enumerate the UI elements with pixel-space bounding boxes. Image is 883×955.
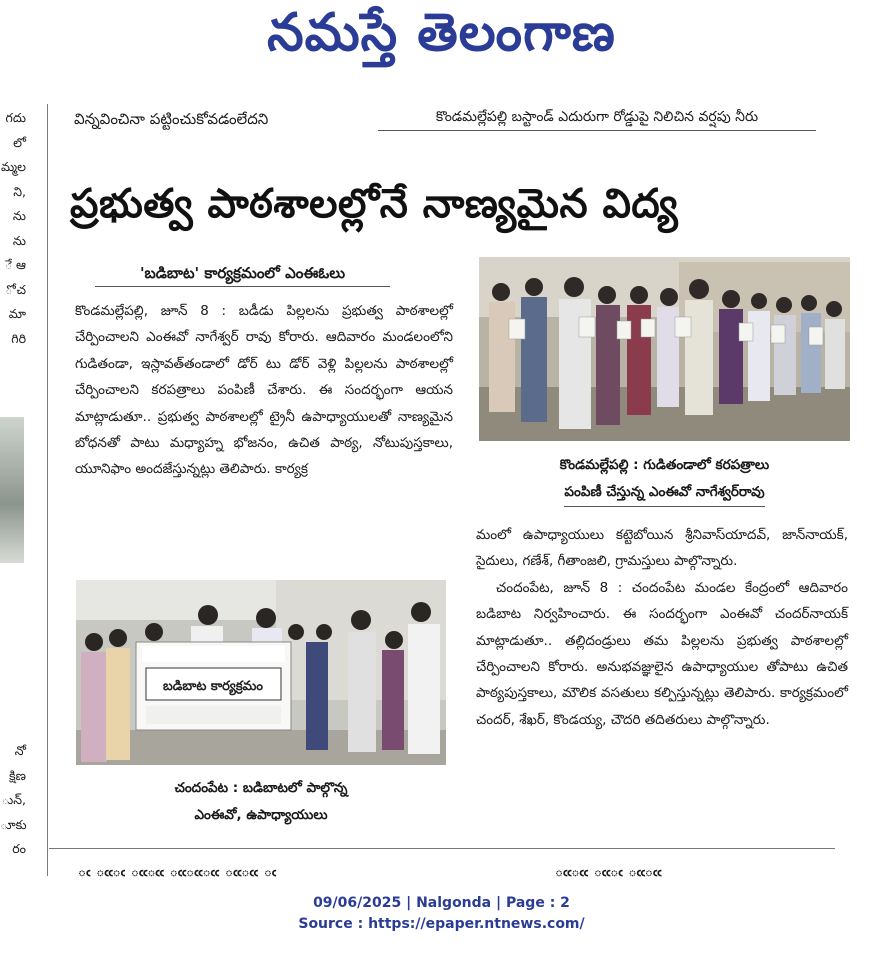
photo1-caption-line: పంపిణీ చేస్తున్న ఎంఈవో నాగేశ్వర్‌రావు [564, 479, 764, 507]
article-paragraph: చందంపేట, జూన్ 8 : చందంపేట మండల కేంద్రంలో ఆదివారం బడిబాట నిర్వహించారు. ఈ సందర్భంగా ఎంఈవో చందర్‌నాయక్ మాట్లాడుతూ.. తల్లిదండ్రులు తమ పిల్లలను ప్రభుత్వ పాఠశాలల్లో చేర్పించాలని కోరారు. అనుభవజ్ఞులైన ఉపాధ్యాయుల తోపాటు ఉచిత పాఠ్యపుస్తకాలు, మౌలిక వసతులు కల్పిస్తున్నట్లు తెలిపారు. కార్యక్రమంలో చందర్, శేఖర్, కొండయ్య, చౌదరి తదితరులు పాల్గొన్నారు. [476, 579, 848, 728]
fragment-line: లో [13, 134, 26, 150]
top-photo-caption: కొండమల్లేపల్లి బస్టాండ్ ఎదురుగా రోడ్డుపై నిలిచిన వర్షపు నీరు [378, 104, 816, 131]
fragment-line: ను [12, 208, 26, 223]
masthead-logo: నమస్తే తెలంగాణ [267, 3, 616, 63]
fragment-line: ో చ [5, 281, 26, 297]
fragment-line: గిరి [11, 330, 26, 346]
fragment-line: ూకు [0, 816, 27, 832]
article-body-left [75, 298, 453, 560]
photo1-caption-line: కొండమల్లేపల్లి : గుడితండాలో కరపత్రాలు [559, 457, 770, 473]
fragment-line: మ్మల [0, 159, 26, 174]
fragment-line: మా [8, 306, 26, 321]
banner-text: బడిబాట కార్యక్రమం [163, 679, 263, 694]
column-divider [47, 104, 48, 876]
photo-illustration [76, 580, 446, 765]
photo-illustration [479, 257, 850, 441]
fragment-line: ే ఆ [4, 257, 26, 272]
fragment-line: ని, [13, 183, 26, 199]
previous-article-line: విన్నవించినా పట్టించుకోవడంలేదని [74, 110, 269, 128]
left-column-fragments [0, 106, 28, 876]
article-paragraph: మంలో ఉపాధ్యాయులు కట్టెబోయిన శ్రీనివాస్‌యాదవ్, జాన్‌నాయక్, సైదులు, గణేశ్, గీతాంజలి, గ్రామస్తులు పాల్గొన్నారు. [476, 527, 848, 570]
next-headline-fragment: ఁఁఁఁ ఁఁఁ ఁఁఁఁ [555, 864, 664, 880]
fragment-line: క్షిణ [9, 767, 26, 783]
photo-pamphlet-distribution [479, 257, 850, 441]
photo2-caption [76, 775, 446, 829]
fragment-line: ను [12, 232, 26, 248]
subheading: 'బడిబాట' కార్యక్రమంలో ఎంఈఓలు [95, 260, 390, 287]
next-headline-fragment: ఁ ఁఁఁ ఁఁఁఁ ఁఁఁఁఁఁ ఁఁఁఁ ఁ [78, 864, 279, 880]
fragment-line: ున్, [1, 792, 26, 807]
photo1-caption [479, 452, 850, 507]
bottom-rule [49, 848, 835, 849]
footer-date-edition: 09/06/2025 | Nalgonda | Page : 2 [313, 895, 570, 911]
headline: ప్రభుత్వ పాఠశాలల్లోనే నాణ్యమైన విద్య [70, 181, 679, 227]
fragment-line: నో [14, 743, 26, 758]
left-photo-fragment [0, 417, 24, 563]
footer-source-link[interactable]: Source : https://epaper.ntnews.com/ [298, 916, 585, 932]
article-paragraph: కొండమల్లేపల్లి, జూన్ 8 : బడీడు పిల్లలను ప్రభుత్వ పాఠశాలల్లో చేర్పించాలని ఎంఈవో నాగేశ్వర్ రావు కోరారు. ఆదివారం మండలంలోని గుడితండా, ఇస్లావత్‌తండాలో డోర్ టు డోర్ వెళ్లి పిల్లలను పాఠశాలల్లో చేర్పించాలని కరపత్రాలు పంపిణీ చేశారు. ఈ సందర్భంగా ఆయన మాట్లాడుతూ.. ప్రభుత్వ పాఠశాలల్లో ట్రైనీ ఉపాధ్యాయులతో నాణ్యమైన బోధనతో పాటు మధ్యాహ్న భోజనం, ఉచిత పాఠ్య, నోటుపుస్తకాలు, యూనిఫాం అందజేస్తున్నట్లు తెలిపారు. కార్యక్ర [75, 303, 453, 478]
fragment-line: రం [12, 841, 26, 856]
fragment-line: గదు [5, 110, 26, 125]
photo2-caption-line: ఎంఈవో, ఉపాధ్యాయులు [194, 807, 328, 823]
footer [0, 893, 883, 935]
article-body-right [476, 522, 848, 840]
photo2-caption-line: చందంపేట : బడిబాటలో పాల్గొన్న [174, 780, 348, 796]
photo-badibata-rally [76, 580, 446, 765]
